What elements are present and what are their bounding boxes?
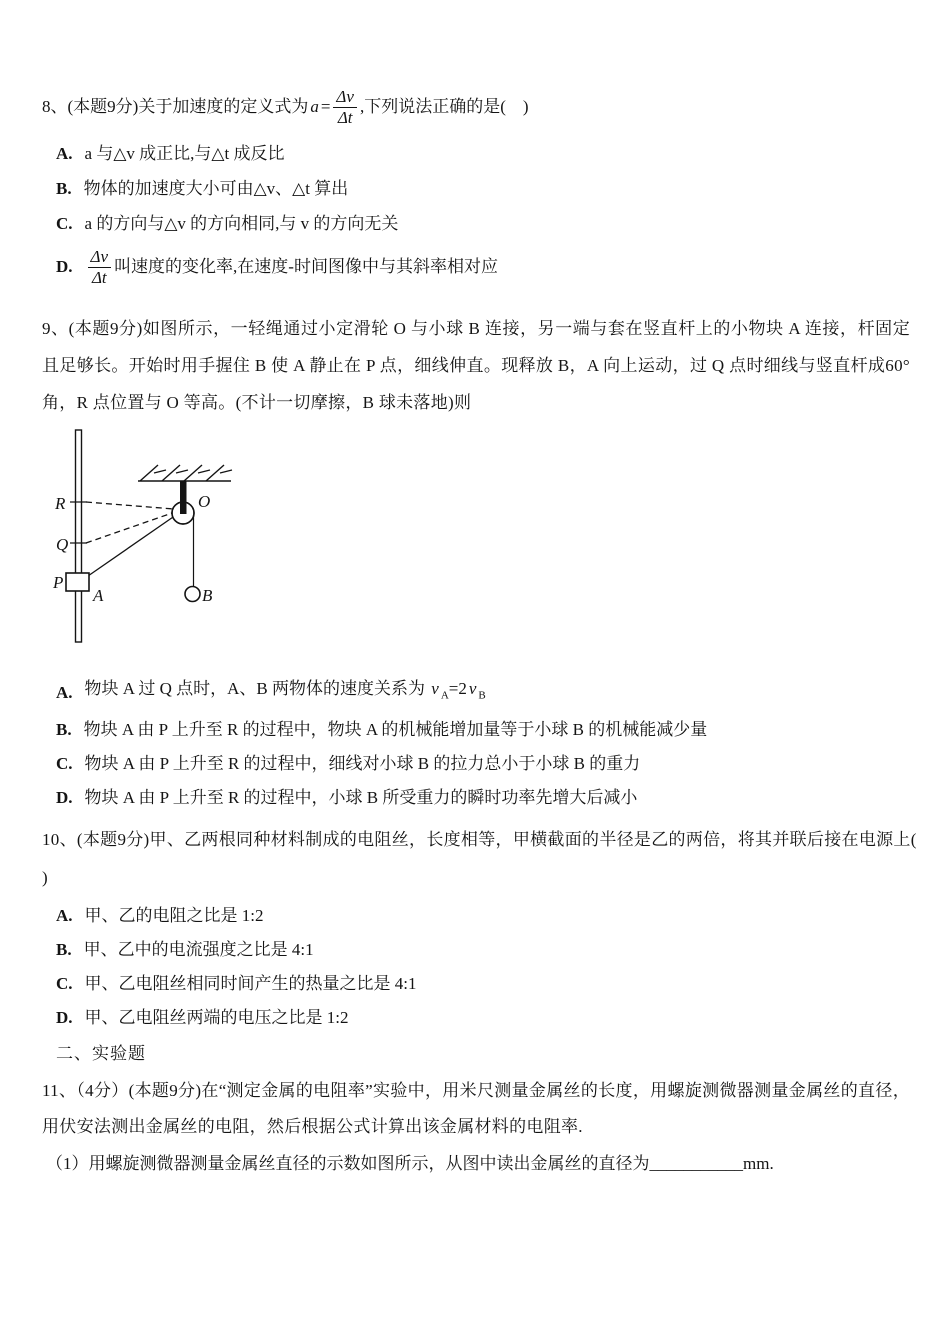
label-a: A xyxy=(93,586,104,606)
option-text: 甲、乙中的电流强度之比是 4:1 xyxy=(83,939,314,959)
dashed-line-q-to-pulley xyxy=(86,512,175,543)
option-row-b xyxy=(56,719,910,741)
option-label: A. xyxy=(56,682,73,702)
question-9-options xyxy=(42,678,910,808)
option-row-c xyxy=(56,753,910,775)
option-label: D. xyxy=(56,787,73,807)
option-label: B. xyxy=(56,178,72,198)
option-text: 物块 A 由 P 上升至 R 的过程中，小球 B 所受重力的瞬时功率先增大后减小 xyxy=(84,787,638,807)
question-11-part1 xyxy=(46,1145,910,1182)
dashed-line-r-to-pulley xyxy=(86,502,174,509)
question-8-header xyxy=(42,88,910,127)
ball-b xyxy=(185,587,200,602)
question-9-figure xyxy=(50,425,910,662)
option-row-c xyxy=(56,213,910,235)
label-o: O xyxy=(198,492,211,512)
label-r: R xyxy=(55,494,66,514)
option-label: C. xyxy=(56,973,73,993)
velocity-va: v xyxy=(431,679,439,699)
pulley-rod-diagram xyxy=(50,425,265,657)
question-10-line1: 10、(本题9分)甲、乙两根同种材料制成的电阻丝，长度相等，甲横截面的半径是乙的两倍，将其并联后接在电源上( xyxy=(42,829,917,849)
question-11 xyxy=(42,1073,910,1182)
option-text: 甲、乙电阻丝相同时间产生的热量之比是 4:1 xyxy=(84,973,417,993)
question-8-text: 8、(本题9分)关于加速度的定义式为 xyxy=(42,97,309,117)
option-row-d xyxy=(56,248,910,287)
option-text: 物体的加速度大小可由△v、△t 算出 xyxy=(83,178,349,198)
part1-text: （1）用螺旋测微器测量金属丝直径的示数如图所示，从图中读出金属丝的直径为 xyxy=(46,1153,650,1173)
option-label: B. xyxy=(56,939,72,959)
question-10-options xyxy=(42,905,910,1029)
ceiling-hatching xyxy=(138,465,232,481)
label-q: Q xyxy=(56,535,69,555)
velocity-vb: v xyxy=(468,679,477,699)
question-8-options xyxy=(42,143,910,287)
formula-equals: = xyxy=(320,97,331,117)
option-text: a 的方向与△v 的方向相同,与 v 的方向无关 xyxy=(84,213,399,233)
option-label: A. xyxy=(56,143,73,163)
fraction-numerator: Δv xyxy=(333,88,357,108)
option-text: 叫速度的变化率,在速度-时间图像中与其斜率相对应 xyxy=(114,257,498,277)
option-text: 物块 A 由 P 上升至 R 的过程中，物块 A 的机械能增加量等于小球 B 的机械能减少量 xyxy=(83,719,708,739)
fill-in-blank: ___________ xyxy=(649,1153,743,1173)
option-row-d xyxy=(56,1007,910,1029)
question-10 xyxy=(42,821,917,1029)
option-row-a xyxy=(56,143,910,165)
question-8-text-suffix: ,下列说法正确的是( ) xyxy=(359,97,529,117)
option-label: C. xyxy=(56,213,73,233)
option-label: D. xyxy=(56,1007,73,1027)
block-a xyxy=(66,573,89,591)
option-text: 物块 A 由 P 上升至 R 的过程中，细线对小球 B 的拉力总小于小球 B 的重力 xyxy=(84,753,641,773)
pulley-mount-post xyxy=(180,481,187,514)
option-row-a xyxy=(56,678,910,706)
option-label: B. xyxy=(56,719,72,739)
option-label: C. xyxy=(56,753,73,773)
option-label: D. xyxy=(56,257,73,277)
option-text: 甲、乙的电阻之比是 1:2 xyxy=(84,905,264,925)
string-a-to-pulley xyxy=(88,515,176,576)
question-9 xyxy=(42,310,910,808)
option-text: a 与△v 成正比,与△t 成反比 xyxy=(84,143,285,163)
option-row-c xyxy=(56,973,910,995)
vertical-rod xyxy=(76,430,82,642)
section-header-experiments: 二、实验题 xyxy=(56,1043,146,1063)
question-9-text: 9、(本题9分)如图所示，一轻绳通过小定滑轮 O 与小球 B 连接，另一端与套在竖直杆上的小物块 A 连接，杆固定且足够长。开始时用手握住 B 使 A 静止在 P 点，细线伸直。现释放 B，A 向上运动，过 Q 点时细线与竖直杆成60°角，R 点位置与 O 等高。(不计一切摩擦，B 球未落地)则 xyxy=(42,319,910,413)
option-row-b xyxy=(56,178,910,200)
option-text: 甲、乙电阻丝两端的电压之比是 1:2 xyxy=(84,1007,349,1027)
option-row-d xyxy=(56,787,910,809)
label-b: B xyxy=(202,586,213,606)
formula-a: a xyxy=(310,97,319,117)
option-label: A. xyxy=(56,905,73,925)
unit-label: mm. xyxy=(743,1153,774,1173)
option-row-b xyxy=(56,939,910,961)
fraction-denominator: Δt xyxy=(337,107,353,127)
formula-fraction-dv-dt xyxy=(333,88,357,127)
label-p: P xyxy=(53,573,64,593)
option-d-fraction xyxy=(88,248,112,287)
option-row-a xyxy=(56,905,910,927)
question-10-text xyxy=(42,821,917,897)
question-10-line2: ) xyxy=(42,867,48,887)
question-11-text: 11、（4分）(本题9分)在“测定金属的电阻率”实验中，用米尺测量金属丝的长度，用螺旋测微器测量金属丝的直径，用伏安法测出金属丝的电阻，然后根据公式计算出该金属材料的电阻率. xyxy=(42,1080,910,1136)
fraction-numerator: Δv xyxy=(88,248,112,268)
question-8 xyxy=(42,88,910,286)
option-text: 物块 A 过 Q 点时，A、B 两物体的速度关系为 v $_A$=2 v $_B$ xyxy=(84,679,486,702)
fraction-denominator: Δt xyxy=(91,267,107,287)
